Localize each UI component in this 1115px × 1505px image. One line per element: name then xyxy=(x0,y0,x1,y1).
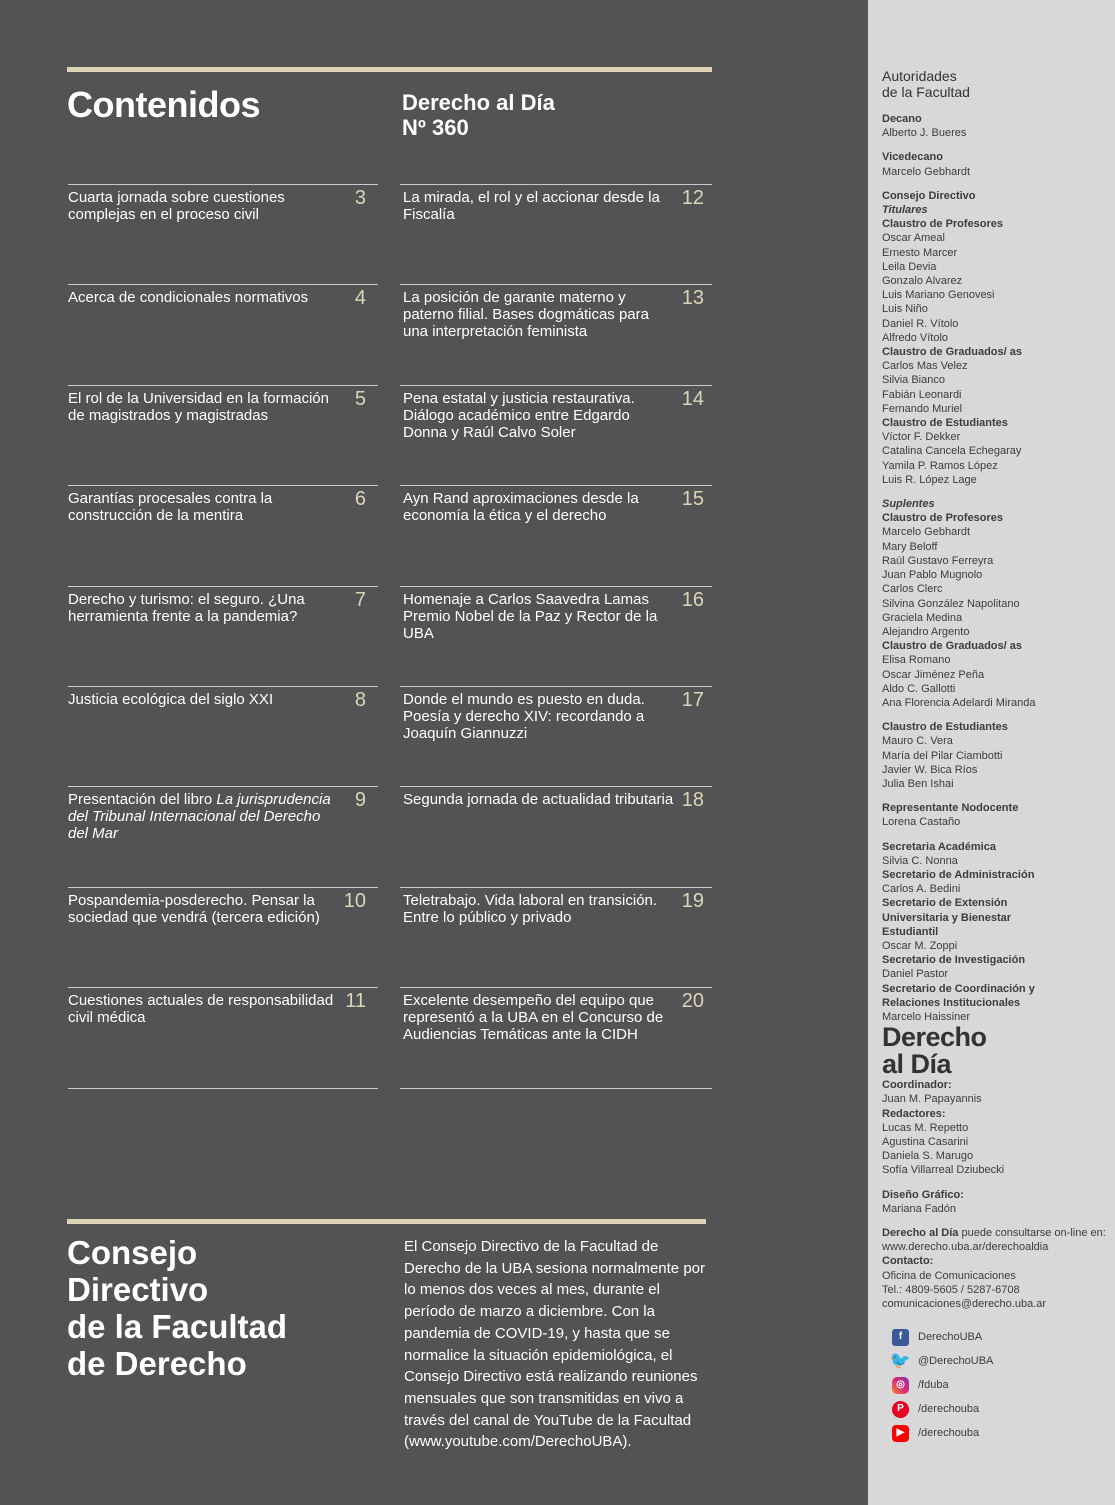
instagram-icon: ◎ xyxy=(892,1377,909,1394)
authority-line: Claustro de Estudiantes xyxy=(882,417,1008,430)
toc-item-title xyxy=(68,791,336,842)
authority-line: Catalina Cancela Echegaray xyxy=(882,445,1022,458)
toc-item[interactable] xyxy=(68,385,378,485)
authority-line: Claustro de Estudiantes xyxy=(882,721,1008,734)
authority-line: Suplentes xyxy=(882,498,935,511)
toc-item-title: Garantías procesales contra la construcción de la mentira xyxy=(68,490,273,525)
authority-line: Carlos A. Bedini xyxy=(882,883,961,896)
authority-line: Secretario de Investigación xyxy=(882,954,1026,967)
toc-item-page: 12 xyxy=(681,187,704,209)
social-links xyxy=(882,1325,1110,1445)
brand-logo-line: Derecho xyxy=(882,1022,987,1053)
toc-item[interactable] xyxy=(400,284,712,384)
authority-line: Raúl Gustavo Ferreyra xyxy=(882,554,994,567)
authority-line: Marcelo Gebhardt xyxy=(882,165,971,178)
toc-item-page: 17 xyxy=(681,688,704,711)
sidebar-heading-line: de la Facultad xyxy=(882,84,970,100)
toc-item-title: Pospandemia-posderecho. Pensar la sociedad que vendrá (tercera edición) xyxy=(68,891,320,926)
authority-line: Alberto J. Bueres xyxy=(882,127,967,140)
authority-line: Relaciones Institucionales xyxy=(882,996,1021,1009)
social-link[interactable] xyxy=(889,1349,1110,1373)
toc-item[interactable] xyxy=(68,887,378,987)
toc-item-title: Donde el mundo es puesto en duda. Poesía y derecho XIV: recordando a Joaquín Giannuzzi xyxy=(403,690,645,742)
contact-email[interactable]: comunicaciones@derecho.uba.ar xyxy=(882,1298,1047,1311)
authority-line: Gonzalo Alvarez xyxy=(882,275,963,288)
authority-line: Lorena Castaño xyxy=(882,816,961,829)
toc-end-rule xyxy=(68,1088,378,1089)
credit-line: Redactores: xyxy=(882,1107,946,1120)
toc-item-page: 20 xyxy=(681,990,704,1013)
authority-line: Juan Pablo Mugnolo xyxy=(882,569,983,582)
issue-number: Nº 360 xyxy=(402,115,469,140)
social-link[interactable] xyxy=(892,1325,1110,1349)
authority-line: Silvina González Napolitano xyxy=(882,597,1020,610)
toc-end-rule xyxy=(400,1088,712,1089)
authority-line: Titulares xyxy=(882,204,928,217)
toc-item-title: Justicia ecológica del siglo XXI xyxy=(68,690,274,708)
toc-item[interactable] xyxy=(400,385,712,485)
authority-line: Oscar Ameal xyxy=(882,232,945,245)
credit-line: Lucas M. Repetto xyxy=(882,1121,969,1134)
authority-line: Estudiantil xyxy=(882,925,939,938)
social-handle: /derechouba xyxy=(918,1403,980,1416)
brand-logo-line: al Día xyxy=(882,1049,952,1080)
credit-line: Sofía Villarreal Dziubecki xyxy=(882,1164,1005,1177)
toc-item-title: Teletrabajo. Vida laboral en transición. Entre lo público y privado xyxy=(403,891,658,926)
online-info xyxy=(882,1226,1110,1240)
council-text: El Consejo Directivo de la Facultad de Derecho de la UBA sesiona normalmente por lo menos dos veces al mes, durante el período de marzo a diciembre. Con la pandemia de COVID-19, y hasta que se normalice la situación epidemiológica, el Consejo Directivo está realizando reuniones mensuales que son transmitidas en vivo a través del canal de YouTube de la Facultad (www.youtube.com/DerechoUBA). xyxy=(404,1238,705,1451)
toc-item-page: 16 xyxy=(681,588,704,611)
authority-line: Marcelo Haissiner xyxy=(882,1010,971,1023)
toc-item-page: 7 xyxy=(354,588,366,611)
social-link[interactable] xyxy=(892,1373,1110,1397)
brand-logo xyxy=(882,1024,1110,1078)
credit-line: Coordinador: xyxy=(882,1079,952,1092)
toc-item[interactable] xyxy=(68,284,378,384)
toc-item-title: Ayn Rand aproximaciones desde la economía la ética y el derecho xyxy=(403,490,639,525)
toc-item-page: 19 xyxy=(681,889,704,912)
authority-line: Aldo C. Gallotti xyxy=(882,682,956,695)
authority-line: Luis R. López Lage xyxy=(882,473,977,486)
authority-line: Leila Devia xyxy=(882,260,937,273)
credit-line: Mariana Fadón xyxy=(882,1202,956,1215)
social-handle: /fduba xyxy=(918,1379,949,1392)
twitter-icon: 🐦 xyxy=(889,1351,912,1371)
credit-line: Juan M. Papayannis xyxy=(882,1093,982,1106)
toc-item-title: Cuestiones actuales de responsabilidad civil médica xyxy=(68,992,334,1027)
social-handle: @DerechoUBA xyxy=(918,1355,994,1368)
toc-item-title: Homenaje a Carlos Saavedra Lamas Premio Nobel de la Paz y Rector de la UBA xyxy=(403,590,658,642)
authority-line: Claustro de Graduados/ as xyxy=(882,640,1022,653)
toc-item-title-prefix: Presentación del libro xyxy=(68,791,217,809)
toc-item[interactable] xyxy=(400,686,712,786)
authority-line: Oscar M. Zoppi xyxy=(882,939,958,952)
social-link[interactable] xyxy=(892,1421,1110,1445)
toc-item[interactable] xyxy=(68,987,378,1087)
authority-line: Consejo Directivo xyxy=(882,189,976,202)
toc-item-title: Derecho y turismo: el seguro. ¿Una herramienta frente a la pandemia? xyxy=(68,590,305,625)
authority-line: Elisa Romano xyxy=(882,654,951,667)
toc-item[interactable] xyxy=(400,987,712,1087)
authority-line: Marcelo Gebhardt xyxy=(882,526,971,539)
bottom-rule xyxy=(67,1219,706,1224)
sidebar xyxy=(868,0,1115,1505)
online-title: Derecho al Día xyxy=(882,1227,959,1240)
toc-item-page: 9 xyxy=(354,789,366,812)
contents-title: Contenidos xyxy=(67,84,260,125)
credits-list xyxy=(882,1078,1110,1216)
authority-line: Decano xyxy=(882,113,922,125)
toc-item[interactable] xyxy=(400,586,712,686)
social-handle: /derechouba xyxy=(918,1427,980,1440)
authority-line: Julia Ben Ishai xyxy=(882,777,954,790)
authority-line: Alejandro Argento xyxy=(882,625,970,638)
contact-office: Oficina de Comunicaciones xyxy=(882,1269,1016,1282)
toc-item[interactable] xyxy=(68,184,378,284)
toc-item[interactable] xyxy=(400,786,712,886)
authority-line: Secretario de Extensión xyxy=(882,897,1008,910)
authority-line: Silvia Bianco xyxy=(882,374,945,387)
toc-item-page: 5 xyxy=(354,387,366,410)
authority-line: Mauro C. Vera xyxy=(882,735,953,748)
social-link[interactable] xyxy=(892,1397,1110,1421)
toc-item-page: 10 xyxy=(343,889,366,912)
toc-item-page: 18 xyxy=(681,789,704,812)
authority-line: Carlos Clerc xyxy=(882,583,943,596)
authority-line: Carlos Mas Velez xyxy=(882,360,968,373)
toc-item[interactable] xyxy=(68,786,378,886)
contact-phone: Tel.: 4809-5605 / 5287-6708 xyxy=(882,1283,1020,1296)
sidebar-heading-line: Autoridades xyxy=(882,68,957,84)
toc-item[interactable] xyxy=(68,686,378,786)
authority-line: Fernando Muriel xyxy=(882,402,963,415)
authority-line: Vicedecano xyxy=(882,151,943,164)
toc-item-page: 14 xyxy=(681,387,704,410)
council-title-line: de Derecho xyxy=(67,1345,247,1382)
council-title-line: Directivo xyxy=(67,1271,209,1308)
authority-line: Ernesto Marcer xyxy=(882,246,958,259)
top-rule xyxy=(67,67,712,72)
authority-line: María del Pilar Ciambotti xyxy=(882,749,1003,762)
online-text: puede consultarse on-line en: xyxy=(958,1227,1106,1240)
authority-line: Daniel Pastor xyxy=(882,968,949,981)
authority-line: Representante Nodocente xyxy=(882,802,1019,815)
authority-line: Secretario de Coordinación y xyxy=(882,982,1035,995)
credit-line: Agustina Casarini xyxy=(882,1136,969,1148)
toc-item[interactable] xyxy=(68,586,378,686)
toc-right-column xyxy=(400,184,712,1089)
toc-item-title: Acerca de condicionales normativos xyxy=(68,289,309,307)
toc-item-page: 11 xyxy=(345,990,366,1013)
authority-line: Graciela Medina xyxy=(882,611,963,624)
toc-item-title: El rol de la Universidad en la formación de magistrados y magistradas xyxy=(68,389,329,424)
issue-label xyxy=(402,90,555,140)
toc-item-title-italic: La jurisprudencia del Tribunal Internacional del Derecho del Mar xyxy=(68,791,331,843)
authorities-list xyxy=(882,112,1110,1024)
toc-item-page: 6 xyxy=(354,488,366,511)
sidebar-heading xyxy=(882,68,1110,100)
toc-item-page: 3 xyxy=(354,187,366,209)
toc-item-page: 4 xyxy=(354,287,366,310)
authority-line: Alfredo Vítolo xyxy=(882,331,949,344)
pinterest-icon: P xyxy=(892,1401,909,1418)
authority-line: Mary Beloff xyxy=(882,540,938,553)
toc-item-title: Segunda jornada de actualidad tributaria xyxy=(403,791,674,809)
council-title-line: de la Facultad xyxy=(67,1308,288,1345)
toc-item-page: 8 xyxy=(354,688,366,711)
authority-line: Silvia C. Nonna xyxy=(882,854,958,867)
authority-line: Yamila P. Ramos López xyxy=(882,459,998,472)
toc-item-title: Cuarta jornada sobre cuestiones complejas en el proceso civil xyxy=(68,189,285,223)
authority-line: Claustro de Profesores xyxy=(882,512,1004,525)
authority-line: Luis Mariano Genovesi xyxy=(882,289,995,302)
toc-item-page: 13 xyxy=(681,287,704,310)
authority-line: Javier W. Bica Ríos xyxy=(882,763,978,776)
authority-line: Fabián Leonardi xyxy=(882,388,962,401)
authority-line: Claustro de Profesores xyxy=(882,218,1004,231)
toc-item[interactable] xyxy=(400,887,712,987)
toc-item[interactable] xyxy=(400,485,712,585)
authority-line: Secretaria Académica xyxy=(882,840,996,853)
authority-line: Claustro de Graduados/ as xyxy=(882,346,1022,359)
council-title xyxy=(67,1234,377,1382)
authority-line: Luis Niño xyxy=(882,303,928,316)
toc-item-title: La posición de garante materno y paterno filial. Bases dogmáticas para una interpretación feminista xyxy=(403,289,649,341)
authority-line: Víctor F. Dekker xyxy=(882,431,961,444)
toc-item-title: La mirada, el rol y el accionar desde la Fiscalía xyxy=(403,189,660,223)
social-handle: DerechoUBA xyxy=(918,1331,983,1344)
issue-name: Derecho al Día xyxy=(402,90,555,115)
toc-item[interactable] xyxy=(400,184,712,284)
toc-item-title: Excelente desempeño del equipo que representó a la UBA en el Concurso de Audiencias Temáticas ante la CIDH xyxy=(403,992,664,1044)
authority-line: Secretario de Administración xyxy=(882,868,1035,881)
sidebar-content xyxy=(882,68,1110,1445)
authority-line: Oscar Jiménez Peña xyxy=(882,668,985,681)
authority-line: Daniel R. Vítolo xyxy=(882,317,959,330)
toc-item[interactable] xyxy=(68,485,378,585)
council-title-line: Consejo xyxy=(67,1234,198,1271)
authority-line: Universitaria y Bienestar xyxy=(882,911,1012,924)
credit-line: Daniela S. Marugo xyxy=(882,1150,974,1163)
online-url[interactable]: www.derecho.uba.ar/derechoaldia xyxy=(882,1241,1049,1254)
youtube-icon: ▶ xyxy=(892,1425,909,1442)
toc-item-title: Pena estatal y justicia restaurativa. Diálogo académico entre Edgardo Donna y Raúl Calvo Soler xyxy=(403,389,635,441)
toc-item-page: 15 xyxy=(681,488,704,511)
toc-left-column xyxy=(68,184,378,1089)
authority-line: Ana Florencia Adelardi Miranda xyxy=(882,696,1036,709)
facebook-icon: f xyxy=(892,1329,909,1346)
contact-label: Contacto: xyxy=(882,1255,934,1268)
credit-line: Diseño Gráfico: xyxy=(882,1188,964,1201)
